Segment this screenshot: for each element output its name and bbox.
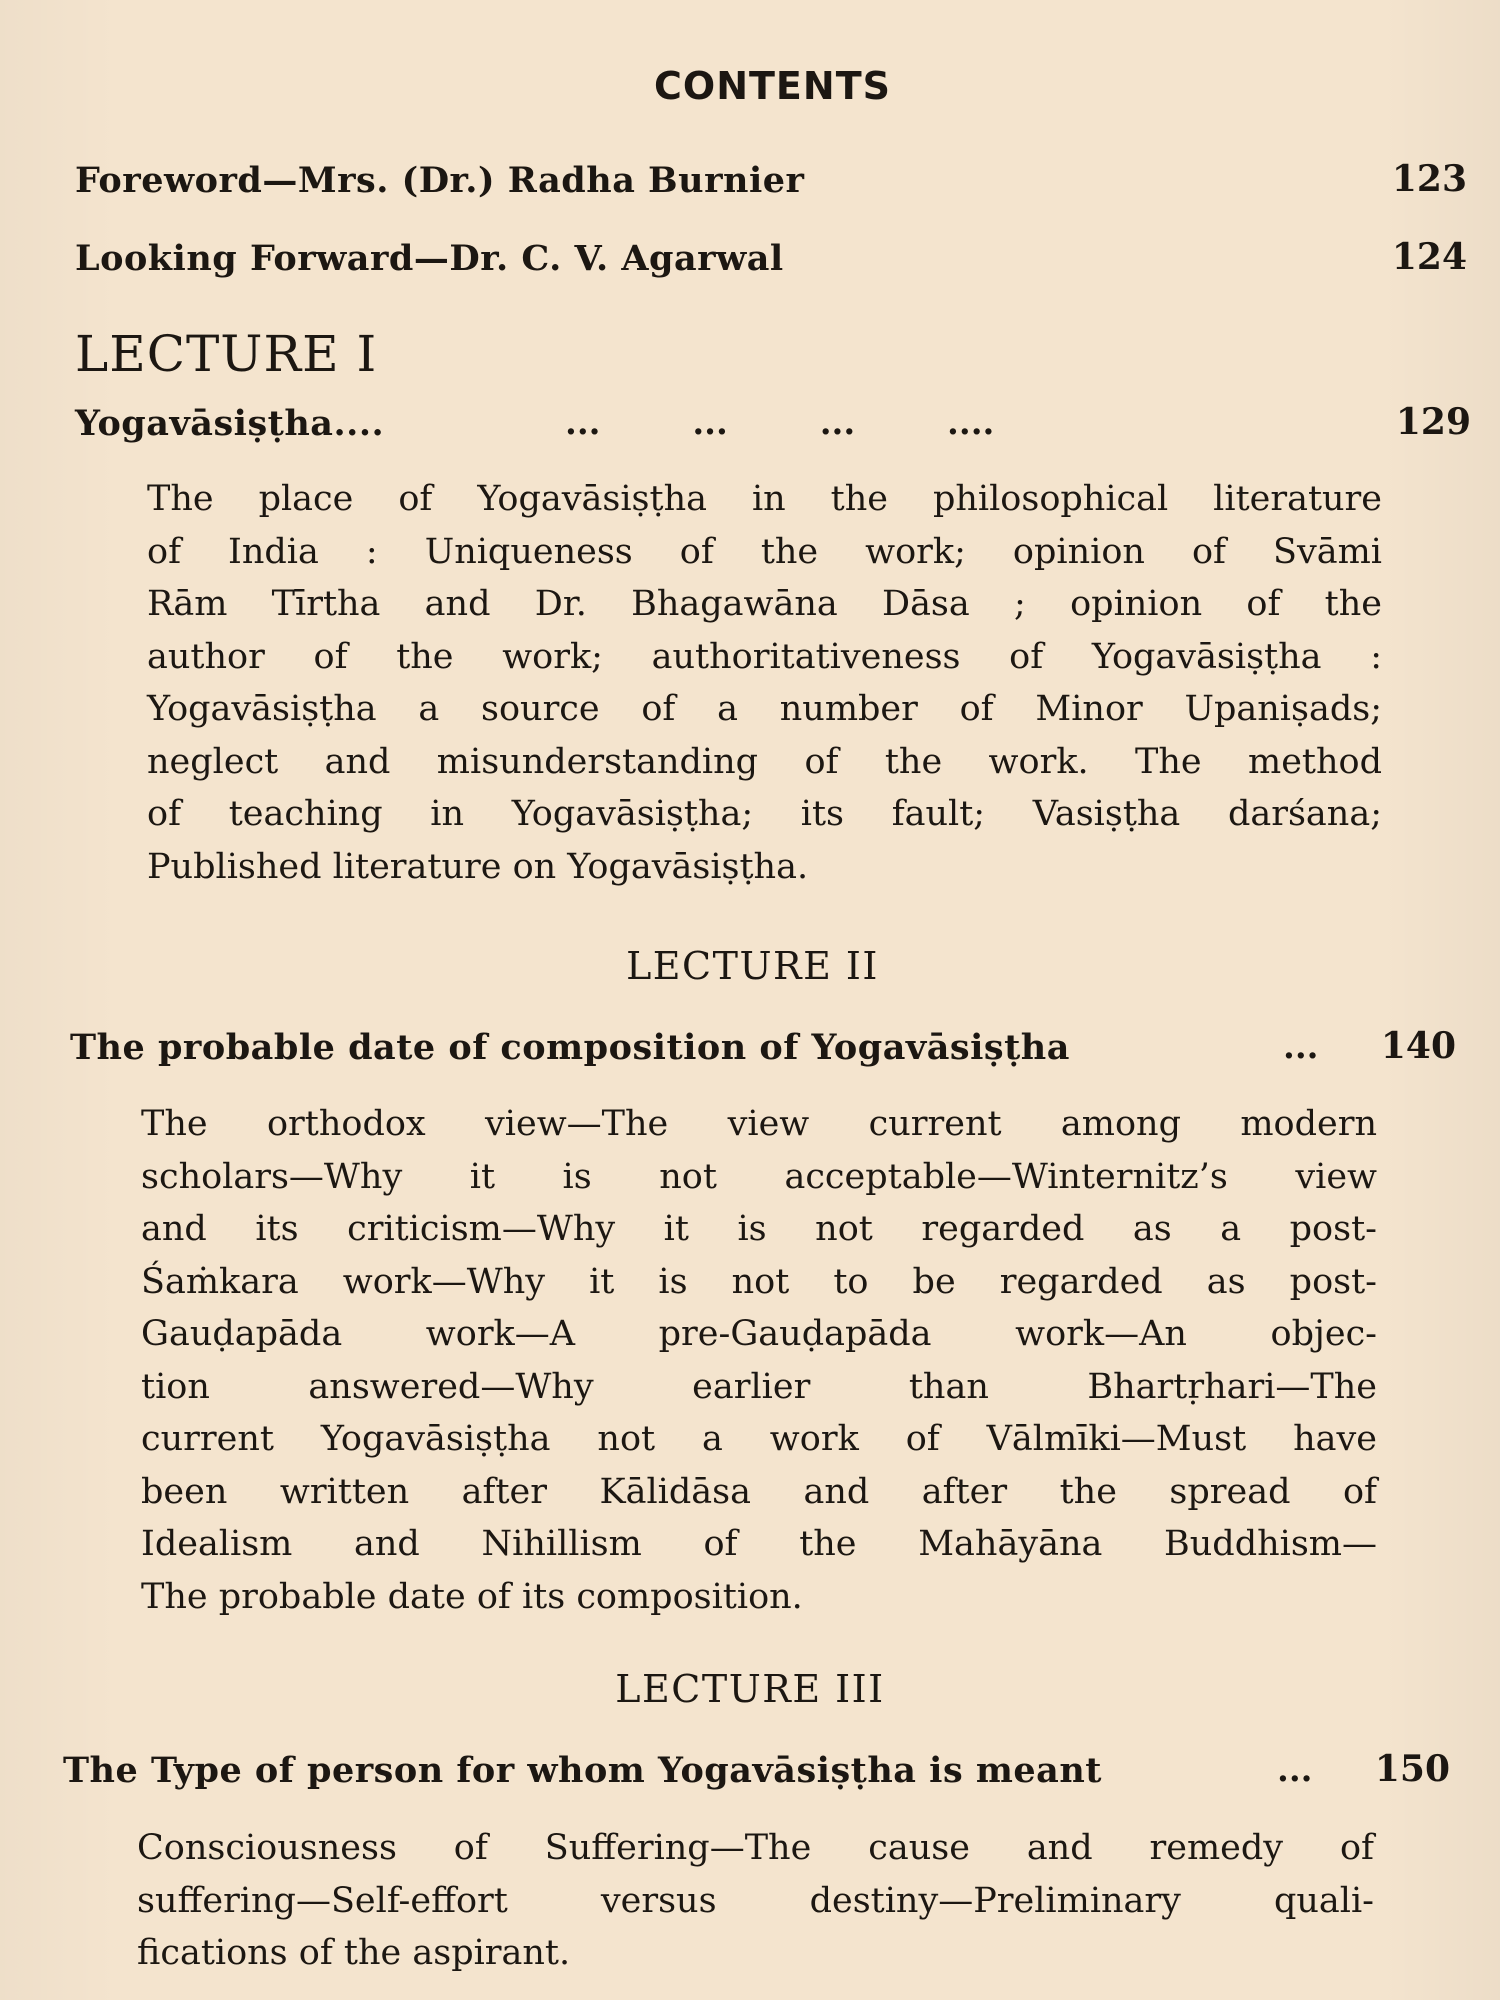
page-number-looking-forward: 124 (1391, 236, 1467, 278)
lecture-1-description (147, 473, 1382, 893)
toc-entry-lecture-2: The probable date of composition of Yogavāsiṣṭha (70, 1027, 1070, 1068)
toc-entry-lecture-1: Yogavāsiṣṭha.... (75, 403, 385, 444)
toc-entry-lecture-3: The Type of person for whom Yogavāsiṣṭha is meant (63, 1750, 1102, 1791)
toc-entry-looking-forward: Looking Forward—Dr. C. V. Agarwal (75, 238, 784, 279)
description-line: Consciousness of Suffering—The cause and remedy of (137, 1828, 1374, 1868)
description-line: The orthodox view—The view current among modern (141, 1104, 1377, 1144)
lecture-heading-2: LECTURE II (626, 944, 879, 988)
page-title: CONTENTS (654, 64, 891, 108)
lecture-3-description (137, 1822, 1374, 1980)
description-line: author of the work; authoritativeness of Yogavāsiṣṭha : (147, 636, 1382, 677)
description-line: The place of Yogavāsiṣṭha in the philosophical literature (147, 479, 1382, 519)
page-number-lecture-1: 129 (1395, 401, 1471, 443)
description-line: suffering—Self-effort versus destiny—Preliminary quali- (137, 1880, 1374, 1921)
description-line: fications of the aspirant. (137, 1933, 571, 1973)
description-line: of India : Uniqueness of the work; opinion of Svāmi (147, 531, 1382, 572)
lecture-heading-1: LECTURE I (75, 325, 378, 383)
description-line: tion answered—Why earlier than Bhartṛhari—The (141, 1366, 1377, 1407)
description-line: Gauḍapāda work—A pre-Gauḍapāda work—An objec- (141, 1314, 1377, 1354)
dot-leader: ... (1277, 1750, 1313, 1790)
dot-leader: ... ... ... .... (565, 403, 995, 443)
description-line: Rām Tīrtha and Dr. Bhagawāna Dāsa ; opinion of the (147, 584, 1382, 624)
description-line: Published literature on Yogavāsiṣṭha. (147, 846, 809, 887)
description-line: scholars—Why it is not acceptable—Winternitz’s view (141, 1156, 1377, 1197)
description-line: neglect and misunderstanding of the work. The method (147, 741, 1382, 782)
description-line: The probable date of its composition. (141, 1576, 803, 1617)
description-line: Śaṁkara work—Why it is not to be regarded as post- (141, 1261, 1377, 1302)
lecture-heading-3: LECTURE III (615, 1667, 885, 1711)
description-line: Idealism and Nihillism of the Mahāyāna Buddhism— (141, 1524, 1377, 1564)
description-line: Yogavāsiṣṭha a source of a number of Minor Upaniṣads; (147, 689, 1382, 729)
page-number-lecture-3: 150 (1374, 1748, 1450, 1790)
lecture-2-description (141, 1098, 1377, 1623)
description-line: and its criticism—Why it is not regarded as a post- (141, 1209, 1377, 1249)
page-number-foreword: 123 (1391, 158, 1467, 200)
description-line: current Yogavāsiṣṭha not a work of Vālmīki—Must have (141, 1419, 1377, 1459)
page-number-lecture-2: 140 (1380, 1025, 1456, 1067)
description-line: of teaching in Yogavāsiṣṭha; its fault; Vasiṣṭha darśana; (147, 794, 1382, 834)
dot-leader: ... (1283, 1027, 1319, 1067)
description-line: been written after Kālidāsa and after the spread of (141, 1471, 1377, 1512)
toc-entry-foreword: Foreword—Mrs. (Dr.) Radha Burnier (75, 160, 805, 201)
